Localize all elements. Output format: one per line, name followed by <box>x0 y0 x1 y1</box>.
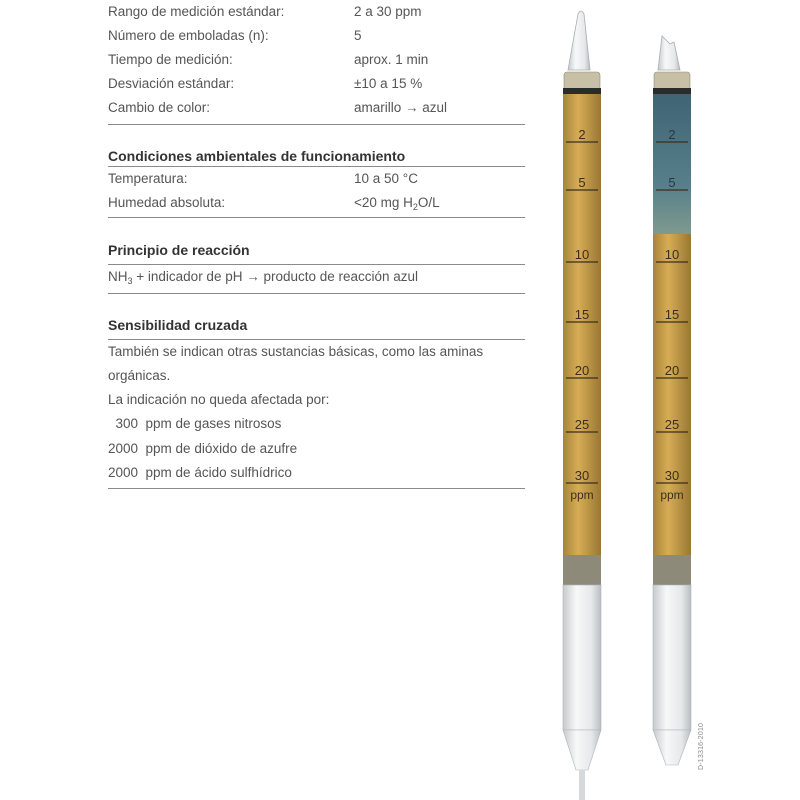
spec-value: aprox. 1 min <box>354 52 429 67</box>
spec-row-strokes <box>108 24 525 48</box>
reaction-text: + indicador de pH → producto de reacción azul <box>132 269 419 284</box>
scale-label: 20 <box>574 363 590 378</box>
scale-label: 10 <box>664 247 680 262</box>
conditions-row-humidity <box>108 191 525 215</box>
reaction-formula-subscript: 3 <box>127 276 133 286</box>
divider <box>108 488 525 489</box>
scale-label: 10 <box>574 247 590 262</box>
cross-item: 2000 ppm de ácido sulfhídrico <box>108 465 292 480</box>
humidity-value-pre: <20 mg H <box>354 195 413 210</box>
conditions-title: Condiciones ambientales de funcionamiento <box>108 148 406 164</box>
scale-label: 15 <box>574 307 590 322</box>
humidity-value-subscript: 2 <box>412 202 418 212</box>
scale-label: 5 <box>668 175 676 190</box>
spec-row-time <box>108 48 525 72</box>
divider <box>108 124 525 125</box>
scale-label: 30 <box>574 468 590 483</box>
conditions-value <box>354 191 440 219</box>
conditions-label: Temperatura: <box>108 171 188 186</box>
scale-unit: ppm <box>660 488 684 502</box>
tube-used <box>653 36 691 765</box>
scale-label: 25 <box>664 417 680 432</box>
detector-tubes-image <box>540 0 720 800</box>
reaction-title: Principio de reacción <box>108 242 250 258</box>
scale-label: 25 <box>574 417 590 432</box>
spec-row-color-change <box>108 96 525 120</box>
scale-label: 20 <box>664 363 680 378</box>
scale-label: 2 <box>668 127 676 142</box>
spec-sheet <box>108 0 525 489</box>
spec-label: Rango de medición estándar: <box>108 4 285 19</box>
spec-table <box>108 0 525 120</box>
scale-label: 5 <box>578 175 586 190</box>
conditions-label: Humedad absoluta: <box>108 195 226 210</box>
cross-text-3: La indicación no queda afectada por: <box>108 392 330 407</box>
spec-value: amarillo → azul <box>354 100 448 115</box>
scale-unit: ppm <box>570 488 594 502</box>
cross-sensitivity-title: Sensibilidad cruzada <box>108 317 248 333</box>
scale-label: 2 <box>578 127 586 142</box>
spec-value: 2 a 30 ppm <box>354 4 422 19</box>
spec-row-deviation <box>108 72 525 96</box>
reaction-formula: NH <box>108 269 128 284</box>
reaction-equation <box>108 265 525 293</box>
spec-value: 5 <box>354 28 362 43</box>
spec-label: Desviación estándar: <box>108 76 235 91</box>
spec-value: ±10 a 15 % <box>354 76 423 91</box>
divider <box>108 293 525 294</box>
scale-label: 15 <box>664 307 680 322</box>
cross-item: 2000 ppm de dióxido de azufre <box>108 440 298 456</box>
spec-label: Número de emboladas (n): <box>108 28 269 43</box>
conditions-value: 10 a 50 °C <box>354 171 418 186</box>
cross-text-2: orgánicas. <box>108 368 171 383</box>
scale-label: 30 <box>664 468 680 483</box>
cross-item: 300 ppm de gases nitrosos <box>108 416 282 431</box>
cross-text-1: También se indican otras sustancias básicas, como las aminas <box>108 344 484 359</box>
conditions-row-temperature <box>108 167 525 191</box>
spec-label: Cambio de color: <box>108 100 211 115</box>
spec-label: Tiempo de medición: <box>108 52 233 67</box>
humidity-value-post: O/L <box>417 195 440 210</box>
spec-row-range <box>108 0 525 24</box>
divider <box>108 217 525 218</box>
figure-id: D-13316-2010 <box>698 722 705 770</box>
